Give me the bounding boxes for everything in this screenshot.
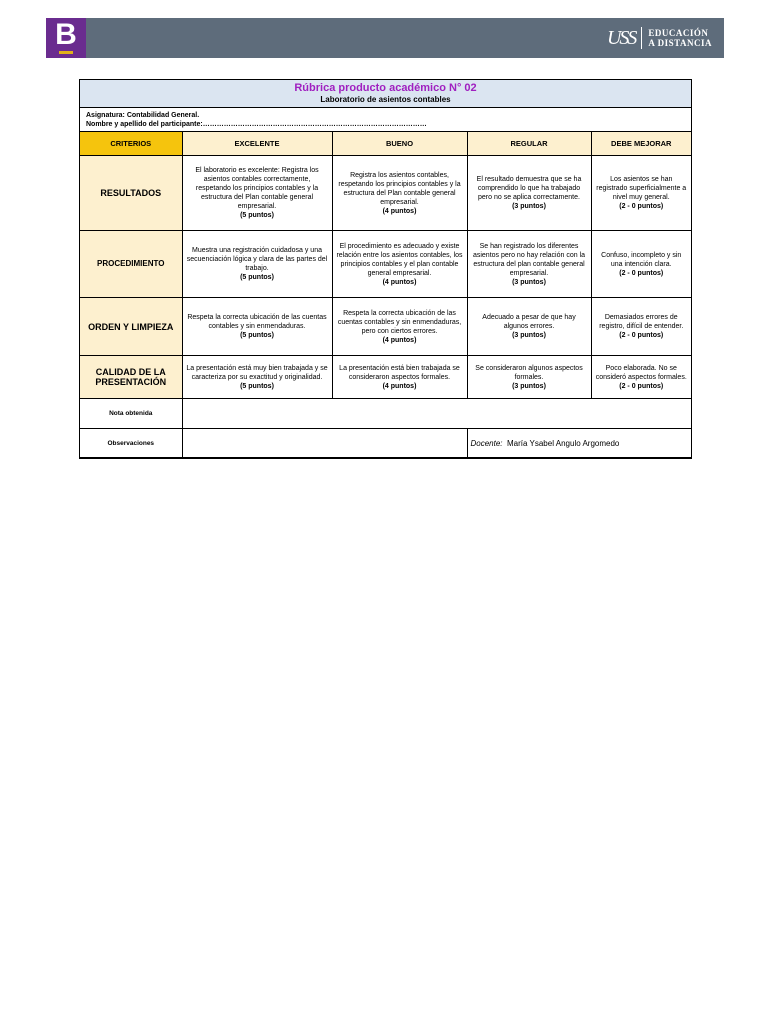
cell-points: (2 - 0 puntos) bbox=[619, 269, 664, 277]
cell-text: Muestra una registración cuidadosa y una secuenciación lógica y clara de las partes del trabajo. bbox=[186, 247, 328, 272]
participante-field: Nombre y apellido del participante:…………………………………………………………………………………… bbox=[86, 121, 427, 128]
rubric-table bbox=[79, 79, 692, 459]
cell-text: El procedimiento es adecuado y existe relación entre los asientos contables, los principios contables y el plan contable general empresarial. bbox=[336, 242, 463, 277]
cell-points: (5 puntos) bbox=[240, 274, 274, 281]
cell-text: La presentación está muy bien trabajada y se caracteriza por su exactitud y originalidad. bbox=[186, 364, 328, 381]
cell-bueno bbox=[332, 156, 467, 231]
rubric-subtitle: Laboratorio de asientos contables bbox=[320, 95, 451, 104]
cell-points: (4 puntos) bbox=[382, 382, 417, 390]
header-row bbox=[80, 132, 691, 156]
cell-mejorar bbox=[591, 156, 691, 231]
cell-text: La presentación está bien trabajada se consideraron aspectos formales. bbox=[339, 364, 460, 381]
nota-row bbox=[80, 399, 691, 429]
nota-value[interactable] bbox=[182, 399, 691, 429]
page-header bbox=[46, 18, 724, 58]
col-bueno: BUENO bbox=[332, 132, 467, 156]
cell-points: (2 - 0 puntos) bbox=[619, 382, 664, 390]
uss-mark: USS bbox=[607, 27, 642, 49]
cell-points: (4 puntos) bbox=[382, 207, 417, 215]
cell-text: Adecuado a pesar de que hay algunos errores. bbox=[482, 314, 576, 330]
cell-regular bbox=[467, 298, 591, 356]
cell-text: Poco elaborada. No se consideró aspectos formales. bbox=[595, 364, 687, 381]
brand-text bbox=[648, 28, 712, 48]
cell-bueno bbox=[332, 231, 467, 298]
criteria-table bbox=[80, 132, 691, 458]
cell-text: Los asientos se han registrado superficialmente a nivel muy general. bbox=[596, 176, 687, 201]
observaciones-row bbox=[80, 429, 691, 458]
cell-points: (5 puntos) bbox=[240, 212, 274, 219]
cell-mejorar bbox=[591, 231, 691, 298]
cell-regular bbox=[467, 231, 591, 298]
docente-name: María Ysabel Angulo Argomedo bbox=[506, 438, 620, 448]
cell-text: Respeta la correcta ubicación de las cuentas contables y sin enmendaduras, pero con ciertos errores. bbox=[337, 309, 462, 335]
cell-points: (4 puntos) bbox=[382, 336, 417, 344]
brand-line-1: EDUCACIÓN bbox=[648, 28, 709, 38]
criterion-label: RESULTADOS bbox=[80, 156, 182, 231]
col-debe-mejorar: DEBE MEJORAR bbox=[591, 132, 691, 156]
cell-mejorar bbox=[591, 356, 691, 399]
docente-cell bbox=[467, 429, 691, 458]
cell-points: (5 puntos) bbox=[240, 332, 274, 339]
cell-text: Demasiados errores de registro, difícil de entender. bbox=[599, 314, 684, 330]
criterion-label: CALIDAD DE LA PRESENTACIÓN bbox=[80, 356, 182, 399]
cell-excelente bbox=[182, 298, 332, 356]
cell-points: (4 puntos) bbox=[382, 278, 417, 286]
cell-text: El laboratorio es excelente: Registra los asientos contables correctamente, respetando los principios contables y la estructura del Plan contable general empresarial. bbox=[195, 167, 319, 210]
observaciones-value[interactable] bbox=[182, 429, 467, 458]
docente-label: Docente: bbox=[470, 438, 503, 448]
rubric-info bbox=[80, 108, 691, 132]
cell-text: Se consideraron algunos aspectos formales. bbox=[475, 364, 583, 381]
brand-line-2: A DISTANCIA bbox=[648, 38, 712, 48]
cell-text: Respeta la correcta ubicación de las cuentas contables y sin enmendaduras. bbox=[187, 314, 327, 330]
cell-points: (5 puntos) bbox=[240, 382, 274, 390]
cell-points: (3 puntos) bbox=[512, 382, 546, 390]
criterion-label: PROCEDIMIENTO bbox=[80, 231, 182, 298]
cell-regular bbox=[467, 356, 591, 399]
cell-points: (2 - 0 puntos) bbox=[619, 203, 664, 210]
table-row bbox=[80, 156, 691, 231]
cell-text: El resultado demuestra que se ha comprendido lo que ha trabajado pero no se aplica correctamente. bbox=[476, 176, 582, 201]
cell-mejorar bbox=[591, 298, 691, 356]
col-excelente: EXCELENTE bbox=[182, 132, 332, 156]
rubric-title: Rúbrica producto académico N° 02 bbox=[294, 82, 477, 94]
table-row bbox=[80, 231, 691, 298]
cell-regular bbox=[467, 156, 591, 231]
col-criterios: CRITERIOS bbox=[80, 132, 182, 156]
table-row bbox=[80, 298, 691, 356]
cell-text: Confuso, incompleto y sin una intención clara. bbox=[601, 251, 682, 268]
rubric-title-block bbox=[80, 80, 691, 108]
logo-accent-bar bbox=[59, 51, 73, 54]
criterion-label: ORDEN Y LIMPIEZA bbox=[80, 298, 182, 356]
cell-points: (3 puntos) bbox=[512, 332, 546, 339]
observaciones-label: Observaciones bbox=[80, 429, 182, 458]
cell-bueno bbox=[332, 298, 467, 356]
col-regular: REGULAR bbox=[467, 132, 591, 156]
cell-points: (3 puntos) bbox=[512, 278, 546, 286]
logo bbox=[46, 18, 86, 58]
cell-points: (2 - 0 puntos) bbox=[619, 332, 664, 339]
cell-excelente bbox=[182, 356, 332, 399]
nota-label: Nota obtenida bbox=[80, 399, 182, 429]
cell-excelente bbox=[182, 231, 332, 298]
cell-bueno bbox=[332, 356, 467, 399]
logo-letter: B bbox=[55, 18, 77, 51]
asignatura: Asignatura: Contabilidad General. bbox=[86, 112, 200, 119]
cell-text: Se han registrado los diferentes asientos pero no hay relación con la estructura del plan contable general empresarial. bbox=[472, 242, 586, 277]
brand-logo bbox=[607, 27, 712, 49]
cell-points: (3 puntos) bbox=[512, 203, 546, 210]
cell-excelente bbox=[182, 156, 332, 231]
cell-text: Registra los asientos contables, respetando los principios contables y la estructura del Plan contable general empresarial. bbox=[338, 171, 461, 206]
table-row bbox=[80, 356, 691, 399]
